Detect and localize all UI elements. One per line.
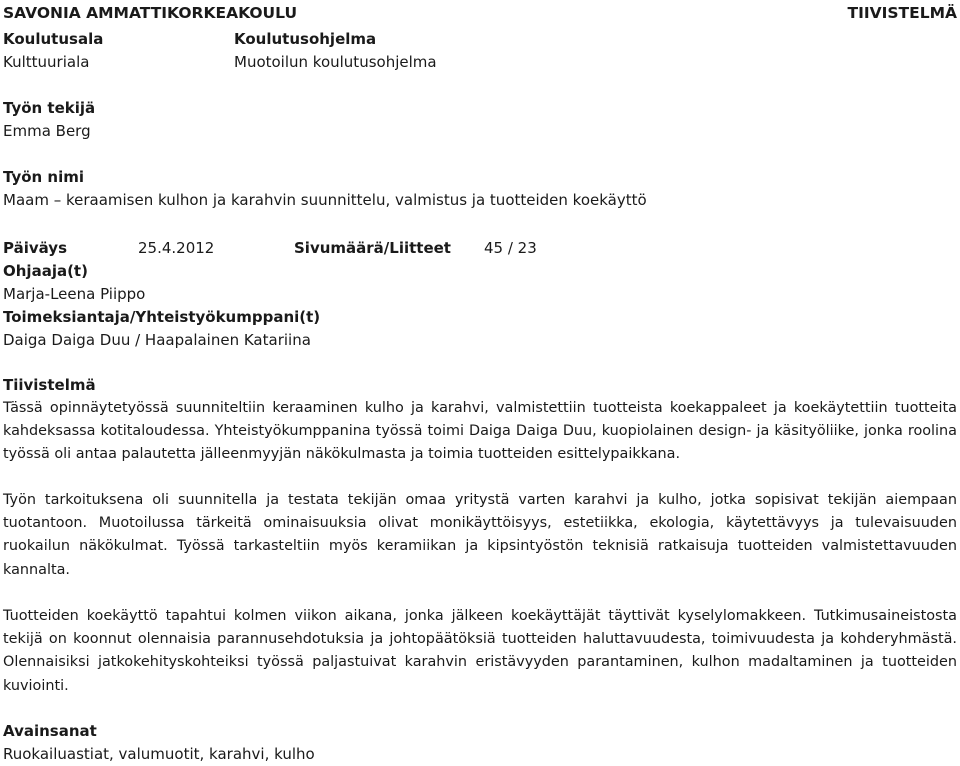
thesis-title-label: Työn nimi: [3, 168, 85, 186]
abstract-paragraph-1: Tässä opinnäytetyössä suunniteltiin keraaminen kulho ja karahvi, valmistettiin tuotteista koekappaleet ja koekäytettiin tuotteita kahdeksassa kotitaloudessa. Yhteistyökumppanina työssä toimi Daiga Daiga Duu, kuopiolainen design- ja käsityöliike, jonka roolina työssä oli antaa palautetta jälleenmyyjän näkökulmasta ja toimia tuotteiden esittelypaikkana.: [3, 400, 957, 463]
field-value: Kulttuuriala: [3, 53, 90, 71]
date-value: 25.4.2012: [138, 239, 215, 257]
abstract-heading: Tiivistelmä: [3, 376, 96, 394]
program-label: Koulutusohjelma: [234, 30, 377, 48]
supervisor-label: Ohjaaja(t): [3, 262, 88, 280]
field-label: Koulutusala: [3, 30, 104, 48]
keywords-label: Avainsanat: [3, 722, 97, 740]
keywords-value: Ruokailuastiat, valumuotit, karahvi, kulho: [3, 745, 315, 763]
document-type: TIIVISTELMÄ: [847, 4, 957, 22]
program-value: Muotoilun koulutusohjelma: [234, 53, 437, 71]
pages-value: 45 / 23: [484, 239, 537, 257]
supervisor-value: Marja-Leena Piippo: [3, 285, 146, 303]
thesis-title-value: Maam – keraamisen kulhon ja karahvin suunnittelu, valmistus ja tuotteiden koekäyttö: [3, 191, 647, 209]
client-label: Toimeksiantaja/Yhteistyökumppani(t): [3, 308, 321, 326]
institution-name: SAVONIA AMMATTIKORKEAKOULU: [3, 4, 298, 22]
pages-label: Sivumäärä/Liitteet: [294, 239, 451, 257]
abstract-paragraph-2: Työn tarkoituksena oli suunnitella ja testata tekijän omaa yritystä varten karahvi ja kulho, jotka sopisivat tekijän aiempaan tuotantoon. Muotoilussa tärkeitä ominaisuuksia olivat monikäyttöisyys, estetiikka, ekologia, käytettävyys ja tulevaisuuden ruokailun näkökulmat. Työssä tarkasteltiin myös keramiikan ja kipsintyöstön teknisiä ratkaisuja tuotteiden valmistettavuuden kannalta.: [3, 492, 957, 578]
author-label: Työn tekijä: [3, 99, 96, 117]
client-value: Daiga Daiga Duu / Haapalainen Katariina: [3, 331, 311, 349]
date-label: Päiväys: [3, 239, 67, 257]
author-value: Emma Berg: [3, 122, 91, 140]
abstract-paragraph-3: Tuotteiden koekäyttö tapahtui kolmen viikon aikana, jonka jälkeen koekäyttäjät täyttivät kyselylomakkeen. Tutkimusaineistosta tekijä on koonnut olennaisia parannusehdotuksia ja johtopäätöksiä tuotteiden haluttavuudesta, toimivuudesta ja kohderyhmästä. Olennaisiksi jatkokehityskohteiksi työssä paljastuivat karahvin eristävyyden parantaminen, kulhon madaltaminen ja tuotteiden kuviointi.: [3, 608, 957, 694]
